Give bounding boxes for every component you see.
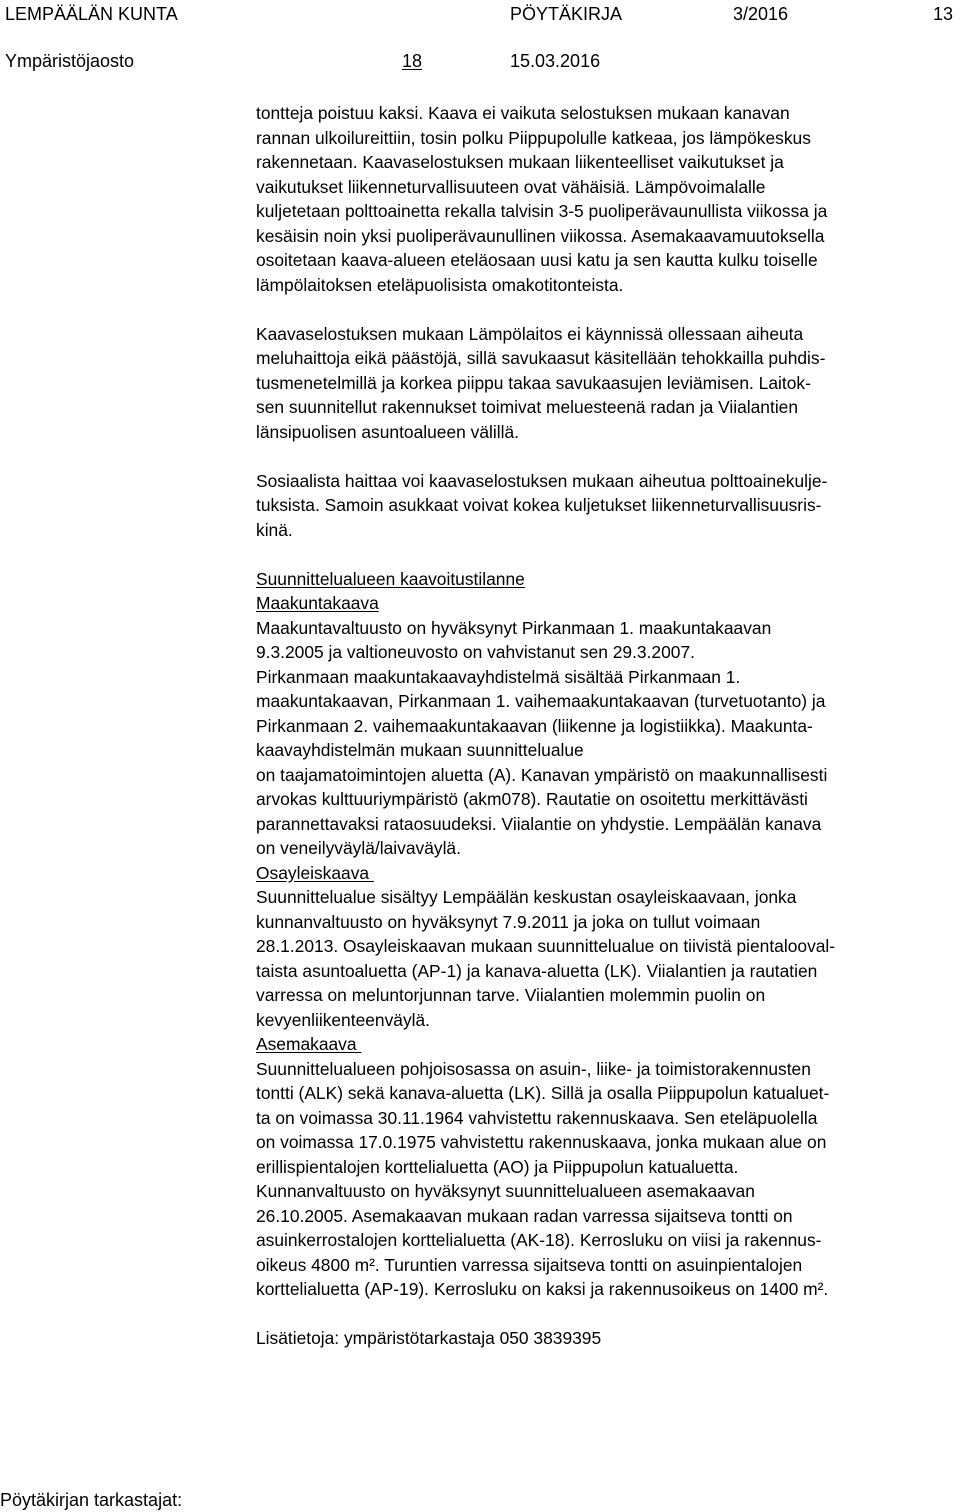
text-line: meluhaittoja eikä päästöjä, sillä savukaasut käsitellään tehokkailla puhdis-	[256, 348, 826, 368]
text-line: tuksista. Samoin asukkaat voivat kokea kuljetukset liikenneturvallisuusris-	[256, 495, 822, 515]
text-line: on voimassa 17.0.1975 vahvistettu rakennuskaava, jonka mukaan alue on	[256, 1132, 827, 1152]
text-line: 26.10.2005. Asemakaavan mukaan radan varressa sijaitseva tontti on	[256, 1205, 793, 1226]
paragraph-noise	[256, 322, 956, 445]
text-line: kinä.	[256, 519, 293, 540]
text-line: kunnanvaltuusto on hyväksynyt 7.9.2011 ja joka on tullut voimaan	[256, 911, 761, 932]
paragraph-gap	[256, 297, 956, 322]
text-line: rakennetaan. Kaavaselostuksen mukaan liikenteelliset vaikutukset ja	[256, 152, 784, 172]
text-line: Kunnanvaltuusto on hyväksynyt suunnittelualueen asemakaavan	[256, 1181, 755, 1201]
text-line: on veneilyväylä/laivaväylä.	[256, 838, 461, 858]
document-body	[256, 101, 956, 1351]
text-line: vaikutukset liikenneturvallisuuteen ovat vähäisiä. Lämpövoimalalle	[256, 176, 766, 197]
paragraph-gap	[256, 444, 956, 469]
contact-info: Lisätietoja: ympäristötarkastaja 050 3839395	[256, 1328, 602, 1348]
text-line: asuinkerrostalojen korttelialuetta (AK-18). Kerrosluku on viisi ja rakennus-	[256, 1230, 822, 1250]
text-line: Pirkanmaan maakuntakaavayhdistelmä sisältää Pirkanmaan 1.	[256, 666, 741, 687]
text-line: arvokas kulttuuriympäristö (akm078). Rautatie on osoitettu merkittävästi	[256, 789, 808, 809]
text-line: Suunnittelualueen pohjoisosassa on asuin-, liike- ja toimistorakennusten	[256, 1058, 811, 1079]
paragraph-social	[256, 469, 956, 543]
text-line: kuljetetaan polttoainetta rekalla talvisin 3-5 puoliperävaunullista viikossa ja	[256, 201, 828, 221]
text-line: parannettavaksi rataosuudeksi. Viialantie on yhdystie. Lempäälän kanava	[256, 813, 822, 834]
paragraph-asemakaava	[256, 1057, 956, 1302]
text-line: sen suunnitellut rakennukset toimivat meluesteenä radan ja Viialantien	[256, 397, 799, 417]
section-heading-asemakaava: Asemakaava	[256, 1034, 362, 1054]
organization-name: LEMPÄÄLÄN KUNTA	[5, 4, 178, 24]
text-line: taista asuntoaluetta (AP-1) ja kanava-aluetta (LK). Viialantien ja rautatien	[256, 960, 818, 981]
text-line: ta on voimassa 30.11.1964 vahvistettu rakennuskaava. Sen eteläpuolella	[256, 1107, 818, 1128]
text-line: Maakuntavaltuusto on hyväksynyt Pirkanmaan 1. maakuntakaavan	[256, 617, 772, 638]
meeting-date: 15.03.2016	[510, 51, 601, 71]
text-line: Suunnittelualue sisältyy Lempäälän keskustan osayleiskaavaan, jonka	[256, 887, 797, 907]
text-line: Kaavaselostuksen mukaan Lämpölaitos ei käynnissä ollessaan aiheuta	[256, 323, 804, 344]
text-line: 28.1.2013. Osayleiskaavan mukaan suunnittelualue on tiivistä pientalooval-	[256, 936, 836, 956]
text-line: rannan ulkoilureittiin, tosin polku Piippupolulle katkeaa, jos lämpökeskus	[256, 127, 811, 148]
text-line: länsipuolisen asuntoalueen välillä.	[256, 421, 519, 442]
paragraph-gap	[256, 542, 956, 567]
text-line: tontteja poistuu kaksi. Kaava ei vaikuta selostuksen mukaan kanavan	[256, 103, 790, 123]
text-line: erillispientalojen korttelialuetta (AO) ja Piippupolun katualuetta.	[256, 1156, 739, 1177]
document-type: PÖYTÄKIRJA	[510, 4, 623, 24]
reviewers-label: Pöytäkirjan tarkastajat:	[0, 1490, 183, 1510]
text-line: varressa on meluntorjunnan tarve. Viialantien molemmin puolin on	[256, 985, 766, 1005]
text-line: osoitetaan kaava-alueen eteläosaan uusi katu ja sen kautta kulku toiselle	[256, 250, 818, 270]
paragraph-effects	[256, 101, 956, 297]
document-number: 3/2016	[733, 4, 789, 24]
text-line: 9.3.2005 ja valtioneuvosto on vahvistanut sen 29.3.2007.	[256, 642, 695, 662]
text-line: tontti (ALK) sekä kanava-aluetta (LK). Sillä ja osalla Piippupolun katualuet-	[256, 1083, 830, 1103]
text-line: maakuntakaavan, Pirkanmaan 1. vaihemaakuntakaavan (turvetuotanto) ja	[256, 691, 826, 711]
text-line: Pirkanmaan 2. vaihemaakuntakaavan (liikenne ja logistiikka). Maakunta-	[256, 715, 813, 736]
text-line: on taajamatoimintojen aluetta (A). Kanavan ympäristö on maakunnallisesti	[256, 764, 828, 785]
section-heading-maakuntakaava: Maakuntakaava	[256, 593, 379, 613]
paragraph-gap	[256, 1302, 956, 1327]
text-line: tusmenetelmillä ja korkea piippu takaa savukaasujen leviämisen. Laitok-	[256, 372, 811, 393]
committee-name: Ympäristöjaosto	[5, 51, 135, 71]
text-line: kevyenliikenteenväylä.	[256, 1009, 431, 1030]
text-line: korttelialuetta (AP-19). Kerrosluku on kaksi ja rakennusoikeus on 1400 m².	[256, 1279, 829, 1299]
text-line: lämpölaitoksen eteläpuolisista omakotitonteista.	[256, 274, 624, 295]
paragraph-maakuntakaava	[256, 616, 956, 861]
text-line: Sosiaalista haittaa voi kaavaselostuksen mukaan aiheutua polttoainekulje-	[256, 470, 828, 491]
text-line: kesäisin noin yksi puoliperävaunullinen viikossa. Asemakaavamuutoksella	[256, 225, 825, 246]
page-number: 13	[933, 4, 954, 24]
section-heading-planning: Suunnittelualueen kaavoitustilanne	[256, 568, 525, 589]
section-number: 18	[402, 51, 423, 71]
section-heading-osayleiskaava: Osayleiskaava	[256, 862, 374, 883]
text-line: oikeus 4800 m². Turuntien varressa sijaitseva tontti on asuinpientalojen	[256, 1254, 803, 1275]
paragraph-osayleiskaava	[256, 885, 956, 1032]
text-line: kaavayhdistelmän mukaan suunnittelualue	[256, 740, 584, 760]
